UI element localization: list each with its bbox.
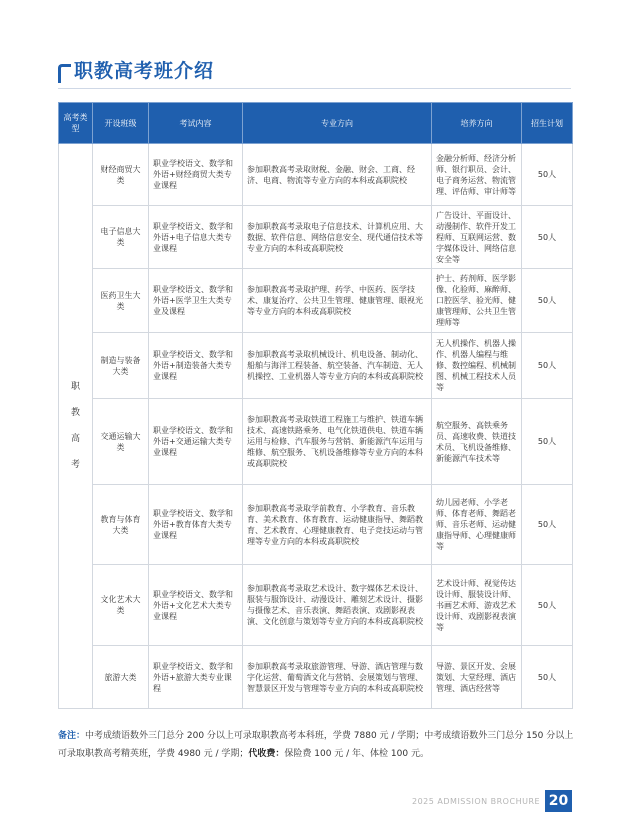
header-type: 高考类型: [59, 103, 93, 144]
exam-cell: 职业学校语文、数学和外语+制造装备大类专业课程: [149, 333, 243, 399]
footnote: [58, 727, 576, 763]
exam-cell: 职业学校语文、数学和外语+交通运输大类专业课程: [149, 399, 243, 485]
class-cell: 旅游大类: [93, 646, 149, 709]
class-cell: 电子信息大类: [93, 206, 149, 269]
career-cell: 航空服务、高铁乘务员、高速收费、铁道技术员、飞机设备维修、新能源汽车技术等: [432, 399, 522, 485]
count-cell: 50人: [522, 206, 573, 269]
count-cell: 50人: [522, 646, 573, 709]
exam-cell: 职业学校语文、数学和外语+财经商贸大类专业课程: [149, 144, 243, 206]
footer-brochure-text: 2025 ADMISSION BROCHURE: [412, 797, 541, 806]
table-row: [59, 269, 573, 333]
program-table: [58, 102, 573, 709]
note-label: 备注：: [58, 731, 86, 741]
major-cell: 参加职教高考录取机械设计、机电设备、制动化、船舶与海洋工程装备、航空装备、汽车制造、无人机操控、工业机器人等专业方向的本科或高职院校: [243, 333, 432, 399]
table-row: [59, 333, 573, 399]
career-cell: 护士、药剂师、医学影像、化验师、麻醉师、口腔医学、验光师、健康管理师、公共卫生管理师等: [432, 269, 522, 333]
major-cell: 参加职教高考录取旅游管理、导游、酒店管理与数字化运营、葡萄酒文化与营销、会展策划与管理、智慧景区开发与管理等专业方向的本科或高职院校: [243, 646, 432, 709]
table-row: [59, 399, 573, 485]
career-cell: 无人机操作、机器人操作、机器人编程与维修、数控编程、机械制图、机械工程技术人员等: [432, 333, 522, 399]
count-cell: 50人: [522, 565, 573, 646]
career-cell: 金融分析师、经济分析师、银行职员、会计、电子商务运营、物流管理、评估师、审计师等: [432, 144, 522, 206]
fee-text: 保险费 100 元 / 年、体检 100 元。: [284, 749, 429, 759]
exam-cell: 职业学校语文、数学和外语+文化艺术大类专业课程: [149, 565, 243, 646]
career-cell: 广告设计、平面设计、动漫制作、软件开发工程师、互联网运营、数字媒体设计、网络信息安全等: [432, 206, 522, 269]
class-cell: 交通运输大类: [93, 399, 149, 485]
class-cell: 医药卫生大类: [93, 269, 149, 333]
header-major: 专业方向: [243, 103, 432, 144]
count-cell: 50人: [522, 333, 573, 399]
career-cell: 幼儿园老师、小学老师、体育老师、舞蹈老师、音乐老师、运动健康指导师、心理健康师等: [432, 485, 522, 565]
class-cell: 教育与体育大类: [93, 485, 149, 565]
major-cell: 参加职教高考录取财税、金融、财会、工商、经济、电商、物流等专业方向的本科或高职院校: [243, 144, 432, 206]
count-cell: 50人: [522, 399, 573, 485]
table-row: [59, 206, 573, 269]
table-row: [59, 144, 573, 206]
class-cell: 财经商贸大类: [93, 144, 149, 206]
header-career: 培养方向: [432, 103, 522, 144]
header-class: 开设班级: [93, 103, 149, 144]
count-cell: 50人: [522, 144, 573, 206]
group-label-cell: [59, 144, 93, 709]
career-cell: 导游、景区开发、会展策划、大堂经理、酒店管理、酒店经营等: [432, 646, 522, 709]
class-cell: 制造与装备大类: [93, 333, 149, 399]
group-label: 职教高考: [70, 382, 80, 470]
fee-label: 代收费：: [248, 749, 285, 759]
table-row: [59, 646, 573, 709]
count-cell: 50人: [522, 269, 573, 333]
table-row: [59, 485, 573, 565]
major-cell: 参加职教高考录取护理、药学、中医药、医学技术、康复治疗、公共卫生管理、健康管理、眼视光等专业方向的本科或高职院校: [243, 269, 432, 333]
major-cell: 参加职教高考录取铁道工程施工与维护、铁道车辆技术、高速铁路乘务、电气化铁道供电、铁道车辆运用与检修、汽车服务与营销、新能源汽车运用与维修、航空服务、飞机设备维修等专业方向的本科或高职院校: [243, 399, 432, 485]
major-cell: 参加职教高考录取学前教育、小学教育、音乐教育、美术教育、体育教育、运动健康指导、舞蹈教育、艺术教育、心理健康教育、电子竞技运动与管理等专业方向的本科或高职院校: [243, 485, 432, 565]
class-cell: 文化艺术大类: [93, 565, 149, 646]
note-text: 中考成绩语数外三门总分 200 分以上可录取职教高考本科班，学费 7880 元 / 学期；中考成绩语数外三门总分 150 分以上可录取职教高考精英班，学费 4980 元 / 学期；: [58, 731, 574, 759]
exam-cell: 职业学校语文、数学和外语+电子信息大类专业课程: [149, 206, 243, 269]
exam-cell: 职业学校语文、数学和外语+教育体育大类专业课程: [149, 485, 243, 565]
table-row: [59, 565, 573, 646]
title-divider: [58, 88, 571, 89]
header-count: 招生计划: [522, 103, 573, 144]
page-number: 20: [545, 790, 572, 812]
page-title: 职教高考班介绍: [74, 60, 215, 82]
career-cell: 艺术设计师、视觉传达设计师、服装设计师、书画艺术师、游戏艺术设计师、戏剧影视表演等: [432, 565, 522, 646]
title-bracket-decoration: [58, 64, 71, 83]
exam-cell: 职业学校语文、数学和外语+医学卫生大类专业及课程: [149, 269, 243, 333]
major-cell: 参加职教高考录取艺术设计、数字媒体艺术设计、服装与服饰设计、动漫设计、雕刻艺术设计、摄影与摄像艺术、音乐表演、舞蹈表演、戏剧影视表演、文化创意与策划等专业方向的本科或高职院校: [243, 565, 432, 646]
header-exam: 考试内容: [149, 103, 243, 144]
table-header-row: [59, 103, 573, 144]
major-cell: 参加职教高考录取电子信息技术、计算机应用、大数据、软件信息、网络信息安全、现代通信技术等专业方向的本科或高职院校: [243, 206, 432, 269]
count-cell: 50人: [522, 485, 573, 565]
exam-cell: 职业学校语文、数学和外语+旅游大类专业课程: [149, 646, 243, 709]
